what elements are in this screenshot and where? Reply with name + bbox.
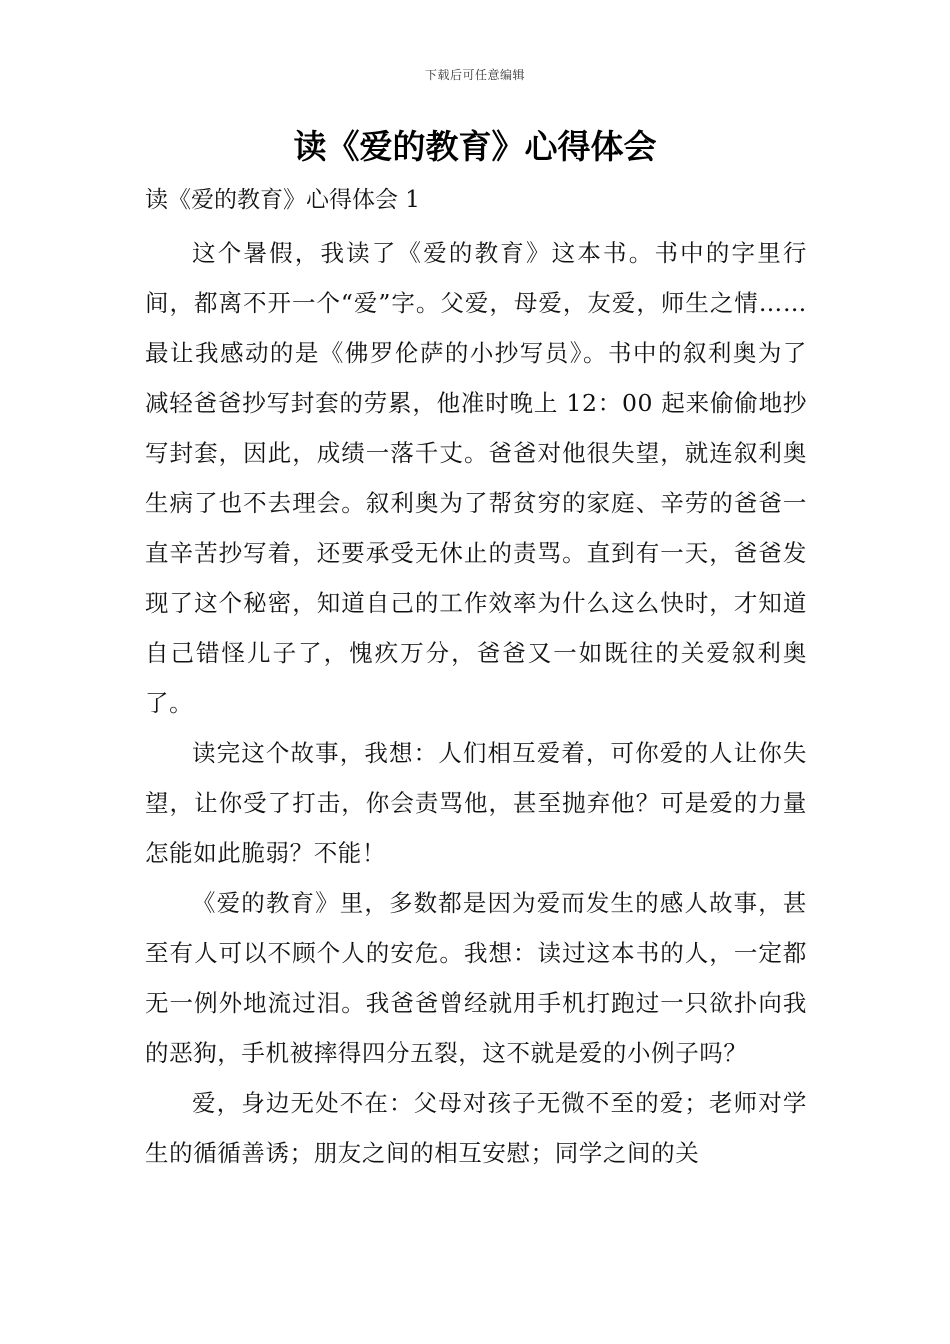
document-title: 读《爱的教育》心得体会 <box>293 127 657 166</box>
paragraph-3: 《爱的教育》里，多数都是因为爱而发生的感人故事，甚至有人可以不顾个人的安危。我想：读过这本书的人，一定都无一例外地流过泪。我爸爸曾经就用手机打跑过一只欲扑向我的恶狗，手机被摔得四分五裂，这不就是爱的小例子吗？ <box>145 889 807 1067</box>
paragraph-1: 这个暑假，我读了《爱的教育》这本书。书中的字里行间，都离不开一个“爱”字。父爱，母爱，友爱，师生之情……最让我感动的是《佛罗伦萨的小抄写员》。书中的叙利奥为了减轻爸爸抄写封套的劳累，他准时晚上 12：00 起来偷偷地抄写封套，因此，成绩一落千丈。爸爸对他很失望，就连叙利奥生病了也不去理会。叙利奥为了帮贫穷的家庭、辛劳的爸爸一直辛苦抄写着，还要承受无休止的责骂。直到有一天，爸爸发现了这个秘密，知道自己的工作效率为什么这么快时，才知道自己错怪儿子了，愧疚万分，爸爸又一如既往的关爱叙利奥了。 <box>145 239 807 717</box>
paragraph-4: 爱，身边无处不在：父母对孩子无微不至的爱；老师对学生的循循善诱；朋友之间的相互安慰；同学之间的关 <box>145 1089 807 1167</box>
paragraph-2: 读完这个故事，我想：人们相互爱着，可你爱的人让你失望，让你受了打击，你会责骂他，甚至抛弃他？可是爱的力量怎能如此脆弱？不能！ <box>145 739 807 867</box>
document-body <box>145 228 807 1178</box>
header-note: 下载后可任意编辑 <box>424 68 525 82</box>
document-subtitle: 读《爱的教育》心得体会 1 <box>145 187 420 213</box>
